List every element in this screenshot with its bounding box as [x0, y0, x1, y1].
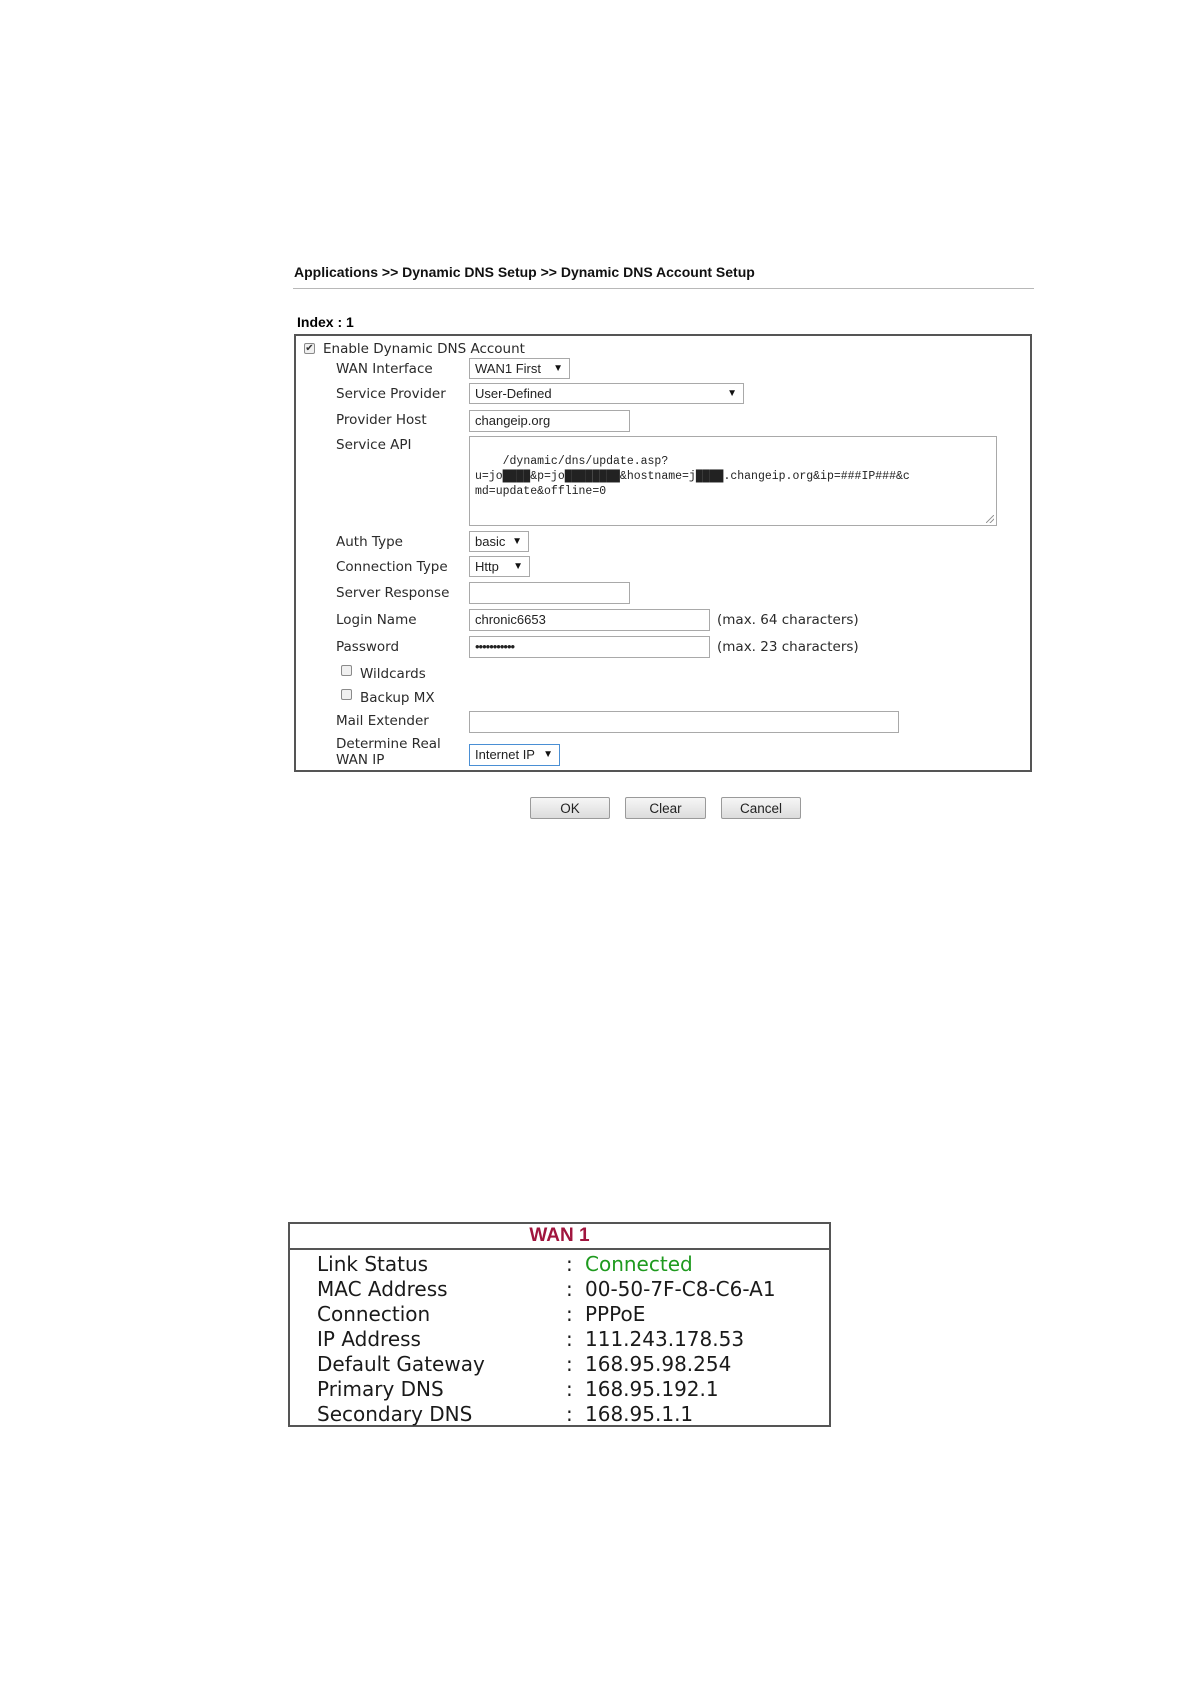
wan-colon: : — [566, 1377, 573, 1401]
connection-type-select[interactable] — [469, 556, 530, 577]
clear-button[interactable]: Clear — [625, 797, 706, 819]
resize-handle-icon[interactable] — [986, 515, 994, 523]
backup-mx-label: Backup MX — [360, 690, 435, 706]
wan-colon: : — [566, 1302, 573, 1326]
cancel-button[interactable]: Cancel — [721, 797, 801, 819]
dropdown-arrow-icon: ▼ — [543, 749, 553, 760]
wildcards-checkbox[interactable] — [341, 665, 352, 676]
wan-title: WAN 1 — [290, 1224, 829, 1250]
wan-interface-select[interactable] — [469, 358, 570, 379]
service-api-label: Service API — [336, 437, 412, 453]
wan-row-link-status — [290, 1252, 829, 1277]
connection-type-value: Http — [475, 558, 499, 574]
wan-colon: : — [566, 1352, 573, 1376]
dropdown-arrow-icon: ▼ — [553, 362, 563, 374]
link-status-value: Connected — [585, 1252, 693, 1276]
wan-interface-label: WAN Interface — [336, 361, 433, 377]
login-name-label: Login Name — [336, 612, 417, 628]
check-icon: ✔ — [305, 342, 314, 354]
auth-type-label: Auth Type — [336, 534, 403, 550]
wan-key: Secondary DNS — [317, 1402, 473, 1426]
wan-value: 168.95.1.1 — [585, 1402, 694, 1426]
wan-colon: : — [566, 1327, 573, 1351]
connection-type-label: Connection Type — [336, 559, 448, 575]
password-label: Password — [336, 639, 400, 655]
password-input[interactable]: ••••••••••• — [469, 636, 710, 658]
wan-colon: : — [566, 1277, 573, 1301]
determine-real-wan-ip-label-line2: WAN IP — [336, 752, 385, 768]
breadcrumb-divider — [293, 288, 1034, 289]
ok-button[interactable]: OK — [530, 797, 610, 819]
dynamic-dns-account-panel — [294, 334, 1032, 772]
wan-row-default-gateway — [290, 1352, 829, 1377]
service-api-textarea[interactable] — [469, 436, 997, 526]
wildcards-label: Wildcards — [360, 666, 426, 682]
index-label: Index : 1 — [297, 314, 354, 330]
determine-real-wan-ip-select[interactable] — [469, 744, 560, 766]
login-name-hint: (max. 64 characters) — [717, 612, 859, 628]
login-name-input[interactable]: chronic6653 — [469, 609, 710, 631]
enable-dynamic-dns-checkbox[interactable] — [304, 343, 315, 354]
breadcrumb: Applications >> Dynamic DNS Setup >> Dynamic DNS Account Setup — [294, 264, 755, 280]
provider-host-input[interactable]: changeip.org — [469, 410, 630, 432]
wan-row-secondary-dns — [290, 1402, 829, 1427]
wan-key: MAC Address — [317, 1277, 448, 1301]
auth-type-select[interactable] — [469, 531, 529, 552]
password-hint: (max. 23 characters) — [717, 639, 859, 655]
wan-row-mac-address — [290, 1277, 829, 1302]
service-api-value: /dynamic/dns/update.asp? u=jo████&p=jo████████&hostname=j████.changeip.org&ip=###IP###&c md=update&offline=0 — [475, 455, 910, 498]
wan-row-primary-dns — [290, 1377, 829, 1402]
mail-extender-input[interactable] — [469, 711, 899, 733]
wan-status-panel — [288, 1222, 831, 1427]
wan-row-connection — [290, 1302, 829, 1327]
auth-type-value: basic — [475, 533, 506, 549]
wan-colon: : — [566, 1402, 573, 1426]
dropdown-arrow-icon: ▼ — [512, 535, 522, 547]
service-provider-label: Service Provider — [336, 386, 446, 402]
wan-value: 168.95.192.1 — [585, 1377, 719, 1401]
wan-key: Link Status — [317, 1252, 429, 1276]
wan-key: Primary DNS — [317, 1377, 444, 1401]
wan-value: 00-50-7F-C8-C6-A1 — [585, 1277, 776, 1301]
dropdown-arrow-icon: ▼ — [513, 560, 523, 572]
server-response-input[interactable] — [469, 582, 630, 604]
enable-dynamic-dns-label: Enable Dynamic DNS Account — [323, 341, 525, 357]
backup-mx-checkbox[interactable] — [341, 689, 352, 700]
provider-host-label: Provider Host — [336, 412, 427, 428]
server-response-label: Server Response — [336, 585, 450, 601]
service-provider-select[interactable] — [469, 383, 744, 404]
determine-real-wan-ip-value: Internet IP — [475, 747, 535, 762]
wan-row-ip-address — [290, 1327, 829, 1352]
wan-key: Default Gateway — [317, 1352, 485, 1376]
determine-real-wan-ip-label: Determine Real — [336, 736, 441, 752]
dropdown-arrow-icon: ▼ — [727, 387, 737, 399]
wan-colon: : — [566, 1252, 573, 1276]
service-provider-value: User-Defined — [475, 385, 552, 401]
wan-key: Connection — [317, 1302, 431, 1326]
wan-interface-value: WAN1 First — [475, 360, 541, 376]
wan-value: 168.95.98.254 — [585, 1352, 732, 1376]
wan-value: PPPoE — [585, 1302, 646, 1326]
wan-key: IP Address — [317, 1327, 421, 1351]
wan-value: 111.243.178.53 — [585, 1327, 745, 1351]
mail-extender-label: Mail Extender — [336, 713, 429, 729]
